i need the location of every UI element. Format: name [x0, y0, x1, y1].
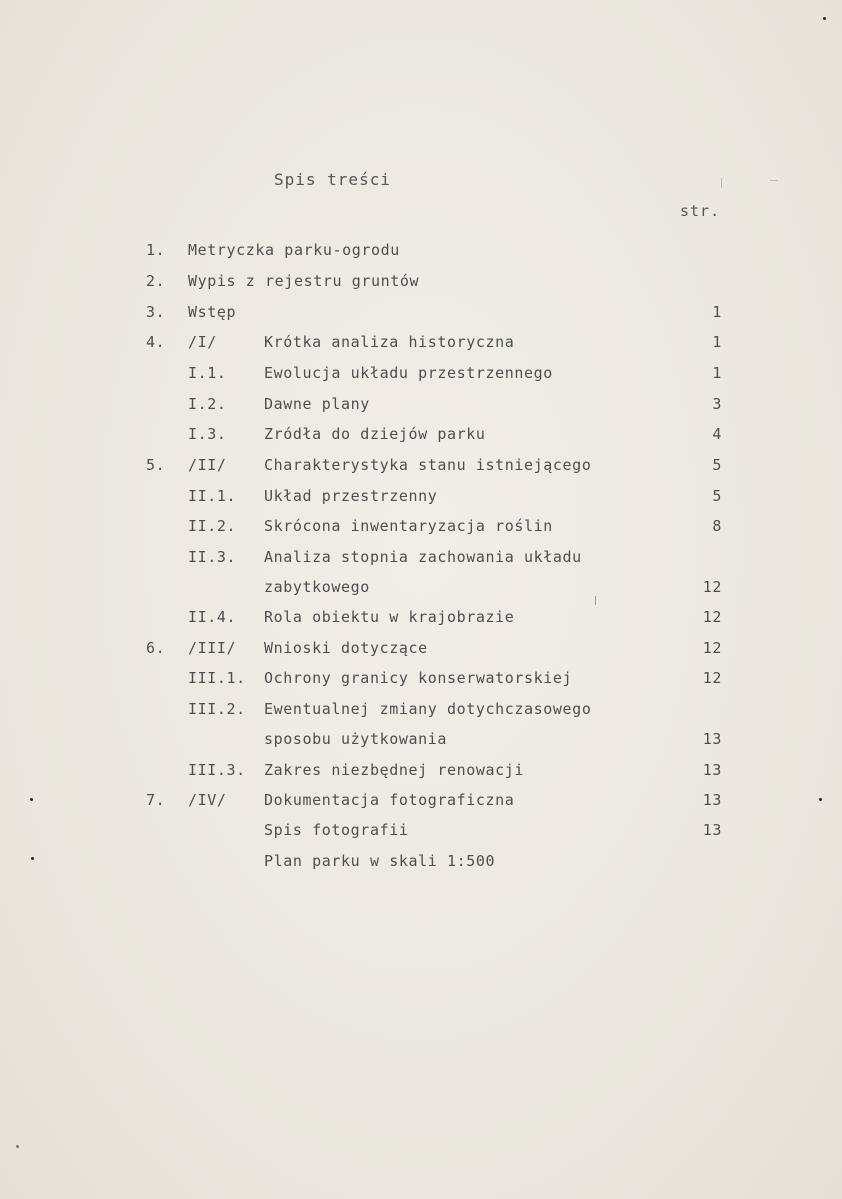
toc-page-number: 5: [712, 487, 722, 505]
paper-mark: [595, 596, 596, 605]
toc-page-number: 12: [702, 608, 722, 626]
toc-entry-title: Ochrony granicy konserwatorskiej: [264, 669, 573, 687]
toc-section-code: I.1.: [188, 364, 227, 382]
toc-section-code: /I/: [188, 333, 217, 351]
toc-entry-title: zabytkowego: [264, 578, 370, 596]
toc-section-code: II.1.: [188, 487, 237, 505]
toc-number: 3.: [146, 303, 166, 321]
toc-section-code: II.4.: [188, 608, 237, 626]
toc-entry-title: Spis fotografii: [264, 821, 409, 839]
toc-page-number: 13: [702, 791, 722, 809]
toc-row: [0, 425, 842, 447]
toc-section-code: /IV/: [188, 791, 227, 809]
toc-entry-title: Wnioski dotyczące: [264, 639, 428, 657]
toc-section-code: I.3.: [188, 425, 227, 443]
toc-row: [0, 487, 842, 509]
toc-entry-title: Dawne plany: [264, 395, 370, 413]
toc-entry-title: Wypis z rejestru gruntów: [188, 272, 420, 290]
toc-number: 1.: [146, 241, 166, 259]
page-column-header: str.: [680, 202, 721, 220]
toc-section-code: /II/: [188, 456, 227, 474]
toc-row: [0, 272, 842, 294]
toc-entry-title: Krótka analiza historyczna: [264, 333, 515, 351]
toc-page-number: 3: [712, 395, 722, 413]
paper-mark: [770, 180, 778, 181]
toc-entry-title: Skrócona inwentaryzacja roślin: [264, 517, 553, 535]
toc-page-number: 1: [712, 364, 722, 382]
toc-row: [0, 821, 842, 843]
toc-row: [0, 791, 842, 813]
toc-row: [0, 639, 842, 661]
toc-row: [0, 669, 842, 691]
toc-row: [0, 608, 842, 630]
toc-number: 6.: [146, 639, 166, 657]
toc-row: [0, 548, 842, 570]
toc-page-number: 4: [712, 425, 722, 443]
toc-page-number: 5: [712, 456, 722, 474]
toc-row: [0, 456, 842, 478]
toc-entry-title: Wstęp: [188, 303, 237, 321]
toc-section-code: II.3.: [188, 548, 237, 566]
toc-entry-title: Charakterystyka stanu istniejącego: [264, 456, 592, 474]
toc-page-number: 12: [702, 578, 722, 596]
paper-speck: [16, 1145, 19, 1148]
toc-page-number: 13: [702, 761, 722, 779]
toc-entry-title: Plan parku w skali 1:500: [264, 852, 496, 870]
toc-page-number: 8: [712, 517, 722, 535]
toc-section-code: I.2.: [188, 395, 227, 413]
toc-row: [0, 364, 842, 386]
toc-number: 2.: [146, 272, 166, 290]
toc-row: [0, 578, 842, 600]
toc-section-code: III.2.: [188, 700, 246, 718]
toc-number: 5.: [146, 456, 166, 474]
toc-row: [0, 852, 842, 874]
toc-entry-title: Rola obiektu w krajobrazie: [264, 608, 515, 626]
paper-mark: [721, 178, 722, 188]
toc-section-code: III.3.: [188, 761, 246, 779]
toc-number: 4.: [146, 333, 166, 351]
paper-speck: [823, 17, 826, 20]
toc-entry-title: Metryczka parku-ogrodu: [188, 241, 400, 259]
toc-section-code: III.1.: [188, 669, 246, 687]
toc-page-number: 12: [702, 639, 722, 657]
toc-row: [0, 395, 842, 417]
toc-entry-title: Dokumentacja fotograficzna: [264, 791, 515, 809]
toc-row: [0, 303, 842, 325]
paper-speck: [819, 798, 822, 801]
paper-speck: [30, 798, 33, 801]
toc-entry-title: Układ przestrzenny: [264, 487, 438, 505]
toc-entry-title: sposobu użytkowania: [264, 730, 447, 748]
toc-row: [0, 517, 842, 539]
toc-row: [0, 761, 842, 783]
toc-row: [0, 333, 842, 355]
toc-row: [0, 730, 842, 752]
toc-entry-title: Zakres niezbędnej renowacji: [264, 761, 525, 779]
toc-page-number: 13: [702, 730, 722, 748]
toc-page-number: 1: [712, 333, 722, 351]
page-title: Spis treści: [274, 170, 391, 189]
toc-entry-title: Ewentualnej zmiany dotychczasowego: [264, 700, 592, 718]
toc-row: [0, 700, 842, 722]
toc-page-number: 12: [702, 669, 722, 687]
toc-entry-title: Ewolucja układu przestrzennego: [264, 364, 553, 382]
toc-page-number: 13: [702, 821, 722, 839]
paper-speck: [31, 857, 34, 860]
toc-entry-title: Analiza stopnia zachowania układu: [264, 548, 582, 566]
toc-entry-title: Zródła do dziejów parku: [264, 425, 486, 443]
toc-section-code: /III/: [188, 639, 237, 657]
toc-row: [0, 241, 842, 263]
toc-page-number: 1: [712, 303, 722, 321]
toc-number: 7.: [146, 791, 166, 809]
toc-section-code: II.2.: [188, 517, 237, 535]
